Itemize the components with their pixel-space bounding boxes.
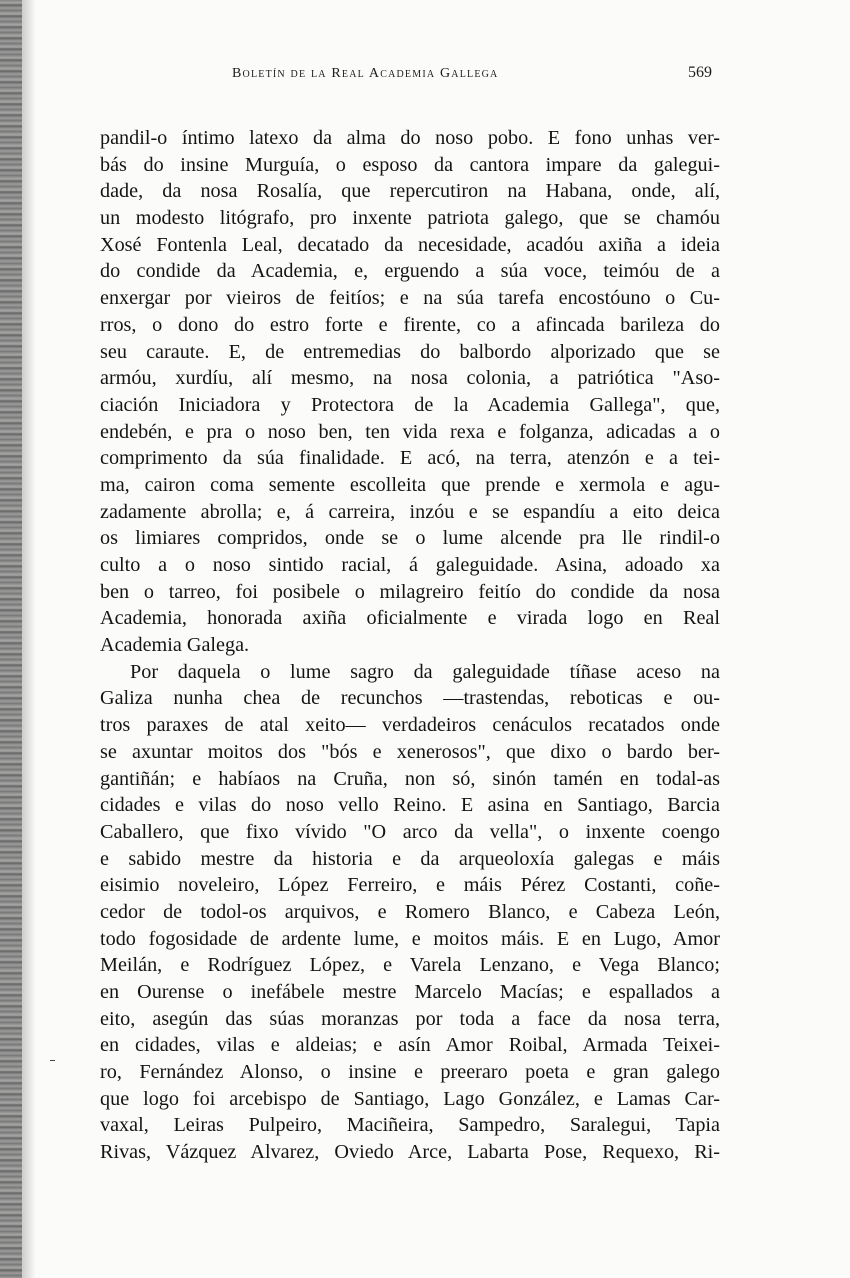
text-line: ciación Iniciadora y Protectora de la Academia Gallega", que,: [100, 393, 720, 416]
text-line: gantiñán; e habíaos na Cruña, non só, sinón tamén en todal-as: [100, 767, 720, 790]
running-head: Boletín de la Real Academia Gallega: [232, 66, 499, 81]
page-number: 569: [688, 64, 712, 81]
text-line: os limiares compridos, onde se o lume alcende pra lle rindil-o: [100, 527, 720, 550]
text-line: e sabido mestre da historia e da arqueoloxía galegas e máis: [100, 847, 720, 870]
text-line: dade, da nosa Rosalía, que repercutiron na Habana, onde, alí,: [100, 180, 720, 203]
text-line: Rivas, Vázquez Alvarez, Oviedo Arce, Labarta Pose, Requexo, Ri-: [100, 1141, 720, 1164]
text-line: Galiza nunha chea de recunchos —trastendas, reboticas e ou-: [100, 687, 720, 710]
page-header: [100, 63, 712, 87]
text-line: bás do insine Murguía, o esposo da cantora impare da galegui-: [100, 153, 720, 176]
text-line: que logo foi arcebispo de Santiago, Lago González, e Lamas Car-: [100, 1087, 720, 1110]
text-line: cidades e vilas do noso vello Reino. E asina en Santiago, Barcia: [100, 794, 720, 817]
book-spine-shadow: [0, 0, 22, 1278]
paragraph-start-line: Por daquela o lume sagro da galeguidade tíñase aceso na: [130, 660, 720, 683]
text-line: seu caraute. E, de entremedias do balbordo alporizado que se: [100, 340, 720, 363]
text-line: do condide da Academia, e, erguendo a súa voce, teimóu de a: [100, 260, 720, 283]
text-line: en Ourense o inefábele mestre Marcelo Macías; e espallados a: [100, 981, 720, 1003]
text-line: Meilán, e Rodríguez López, e Varela Lenzano, e Vega Blanco;: [100, 954, 720, 977]
text-line: eisimio noveleiro, López Ferreiro, e máis Pérez Costanti, coñe-: [100, 874, 720, 897]
text-line: rros, o dono do estro forte e firente, co a afincada barileza do: [100, 313, 720, 336]
text-line: eito, asegún das súas moranzas por toda a face da nosa terra,: [100, 1007, 720, 1030]
text-line: ro, Fernández Alonso, o insine e preeraro poeta e gran galego: [100, 1061, 720, 1084]
text-line: ben o tarreo, foi posibele o milagreiro feitío do condide da nosa: [100, 580, 720, 603]
text-line: zadamente abrolla; e, á carreira, inzóu e se espandíu a eito deica: [100, 500, 720, 523]
text-line: un modesto litógrafo, pro inxente patriota galego, que se chamóu: [100, 207, 720, 230]
text-line: Xosé Fontenla Leal, decatado da necesidade, acadóu axiña a ideia: [100, 233, 720, 256]
text-line: en cidades, vilas e aldeias; e asín Amor Roibal, Armada Teixei-: [100, 1034, 720, 1057]
text-line: ma, cairon coma semente escolleita que prende e xermola e agu-: [100, 473, 720, 496]
body-text: [100, 125, 720, 1166]
text-line: enxergar por vieiros de feitíos; e na súa tarefa encostóuno o Cu-: [100, 287, 720, 310]
gutter-shadow: [22, 0, 36, 1278]
paragraph-end-line: Academia Galega.: [100, 634, 250, 657]
text-line: comprimento da súa finalidade. E acó, na terra, atenzón e a tei-: [100, 447, 720, 470]
text-line: cedor de todol-os arquivos, e Romero Blanco, e Cabeza León,: [100, 900, 720, 923]
text-line: pandil-o íntimo latexo da alma do noso pobo. E fono unhas ver-: [100, 127, 720, 149]
text-line: se axuntar moitos dos "bós e xenerosos", que dixo o bardo ber-: [100, 740, 720, 763]
text-line: armóu, xurdíu, alí mesmo, na nosa colonia, a patriótica "Aso-: [100, 367, 720, 390]
text-line: Academia, honorada axiña oficialmente e virada logo en Real: [100, 607, 720, 630]
text-line: todo fogosidade de ardente lume, e moitos máis. E en Lugo, Amor: [100, 927, 720, 950]
text-line: Caballero, que fixo vívido "O arco da vella", o inxente coengo: [100, 820, 720, 843]
text-line: vaxal, Leiras Pulpeiro, Maciñeira, Sampedro, Saralegui, Tapia: [100, 1114, 720, 1137]
text-line: endebén, e pra o noso ben, ten vida rexa e folganza, adicadas a o: [100, 420, 720, 443]
margin-mark: [50, 1060, 55, 1061]
text-line: culto a o noso sintido racial, á galeguidade. Asina, adoado xa: [100, 554, 720, 576]
text-line: tros paraxes de atal xeito— verdadeiros cenáculos recatados onde: [100, 714, 720, 737]
